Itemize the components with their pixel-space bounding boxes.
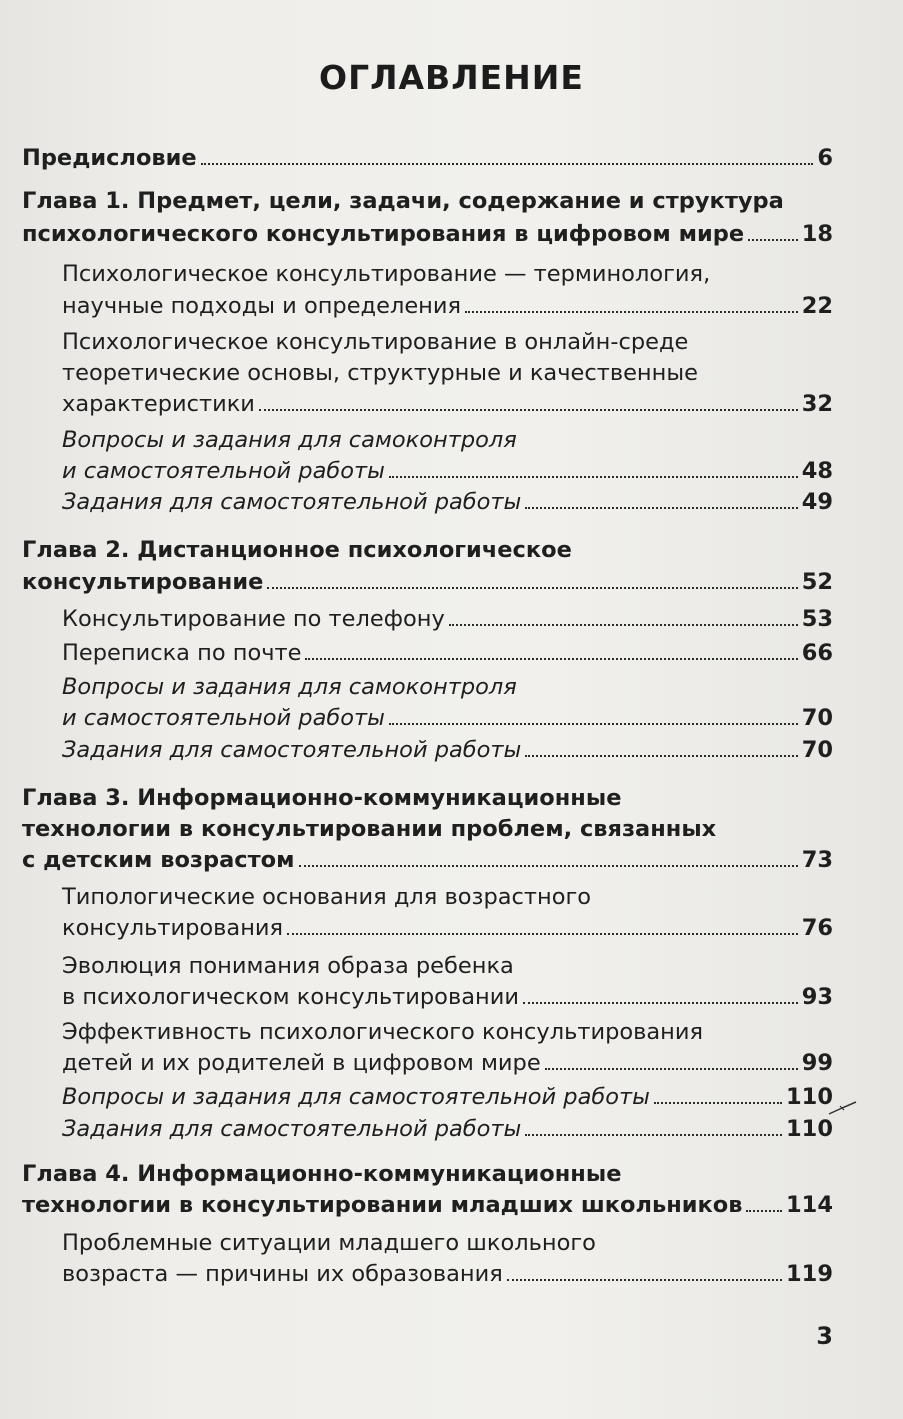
toc-section-child-image[interactable]: в психологическом консультировании 93 <box>62 984 833 1010</box>
toc-section-line1: Вопросы и задания для самоконтроля <box>62 427 517 453</box>
dot-leader <box>299 865 798 867</box>
dot-leader <box>201 163 814 165</box>
toc-section-line1: Психологическое консультирование — терминология, <box>62 261 711 287</box>
toc-section-tasks-3[interactable]: Задания для самостоятельной работы 110 <box>62 1116 833 1142</box>
dot-leader <box>389 723 798 725</box>
dot-leader <box>748 239 798 241</box>
page-ref: 119 <box>786 1261 833 1287</box>
toc-section-typology[interactable]: консультирования 76 <box>62 915 833 941</box>
toc-section-terminology[interactable]: научные подходы и определения 22 <box>62 293 833 319</box>
dot-leader <box>305 658 797 660</box>
toc-section-tasks-2[interactable]: Задания для самостоятельной работы 70 <box>62 737 833 763</box>
page-ref: 70 <box>801 737 833 763</box>
toc-section-line1: Эволюция понимания образа ребенка <box>62 953 514 979</box>
page-ref: 110 <box>786 1084 833 1110</box>
page-ref: 6 <box>817 145 833 171</box>
page-ref: 18 <box>801 221 833 247</box>
page-ref: 70 <box>801 705 833 731</box>
dot-leader <box>525 507 797 509</box>
dot-leader <box>449 624 798 626</box>
dot-leader <box>525 755 797 757</box>
dot-leader <box>287 933 798 935</box>
page-ref: 49 <box>801 489 833 515</box>
toc-section-problems[interactable]: возраста — причины их образования 119 <box>62 1261 833 1287</box>
pen-mark-icon <box>828 1100 858 1116</box>
toc-section-line1: Типологические основания для возрастного <box>62 884 592 910</box>
toc-section-questions-2[interactable]: и самостоятельной работы 70 <box>62 705 833 731</box>
page-ref: 48 <box>801 458 833 484</box>
toc-chapter-4-line1: Глава 4. Информационно-коммуникационные <box>22 1161 622 1187</box>
toc-chapter-3[interactable]: с детским возрастом 73 <box>22 847 833 873</box>
page-ref: 53 <box>801 606 833 632</box>
toc-chapter-1[interactable]: психологического консультирования в цифровом мире 18 <box>22 221 833 247</box>
page-title: ОГЛАВЛЕНИЕ <box>319 58 584 97</box>
toc-section-line1: Вопросы и задания для самоконтроля <box>62 674 517 700</box>
toc-section-questions-3[interactable]: Вопросы и задания для самостоятельной работы 110 <box>62 1084 833 1110</box>
toc-section-line2: теоретические основы, структурные и качественные <box>62 360 698 386</box>
toc-section-line1: Проблемные ситуации младшего школьного <box>62 1230 596 1256</box>
toc-chapter-3-line1: Глава 3. Информационно-коммуникационные <box>22 785 622 811</box>
toc-chapter-2[interactable]: консультирование 52 <box>22 569 833 595</box>
toc-section-line1: Эффективность психологического консультирования <box>62 1019 704 1045</box>
dot-leader <box>507 1279 782 1281</box>
toc-section-online[interactable]: характеристики 32 <box>62 391 833 417</box>
toc-section-questions-1[interactable]: и самостоятельной работы 48 <box>62 458 833 484</box>
page-ref: 99 <box>801 1050 833 1076</box>
toc-section-line1: Психологическое консультирование в онлайн-среде <box>62 329 689 355</box>
toc-chapter-4[interactable]: технологии в консультировании младших школьников 114 <box>22 1192 833 1218</box>
toc-chapter-2-line1: Глава 2. Дистанционное психологическое <box>22 537 572 563</box>
page-number: 3 <box>816 1322 833 1350</box>
toc-chapter-3-line2: технологии в консультировании проблем, связанных <box>22 816 717 842</box>
dot-leader <box>267 587 797 589</box>
toc-section-tasks-1[interactable]: Задания для самостоятельной работы 49 <box>62 489 833 515</box>
dot-leader <box>654 1102 782 1104</box>
page-ref: 93 <box>801 984 833 1010</box>
page-ref: 76 <box>801 915 833 941</box>
dot-leader <box>259 409 798 411</box>
toc-section-effectiveness[interactable]: детей и их родителей в цифровом мире 99 <box>62 1050 833 1076</box>
dot-leader <box>545 1068 798 1070</box>
toc-entry-preface[interactable]: Предисловие 6 <box>22 145 833 171</box>
page-ref: 22 <box>801 293 833 319</box>
page-ref: 52 <box>801 569 833 595</box>
toc-chapter-1-line1: Глава 1. Предмет, цели, задачи, содержание и структура <box>22 188 784 214</box>
dot-leader <box>523 1002 798 1004</box>
dot-leader <box>465 311 798 313</box>
page-ref: 110 <box>786 1116 833 1142</box>
dot-leader <box>746 1210 782 1212</box>
dot-leader <box>389 476 798 478</box>
page-ref: 114 <box>786 1192 833 1218</box>
page-ref: 66 <box>801 640 833 666</box>
page-ref: 32 <box>801 391 833 417</box>
page-ref: 73 <box>801 847 833 873</box>
toc-section-mail[interactable]: Переписка по почте 66 <box>62 640 833 666</box>
dot-leader <box>525 1134 782 1136</box>
toc-section-phone[interactable]: Консультирование по телефону 53 <box>62 606 833 632</box>
